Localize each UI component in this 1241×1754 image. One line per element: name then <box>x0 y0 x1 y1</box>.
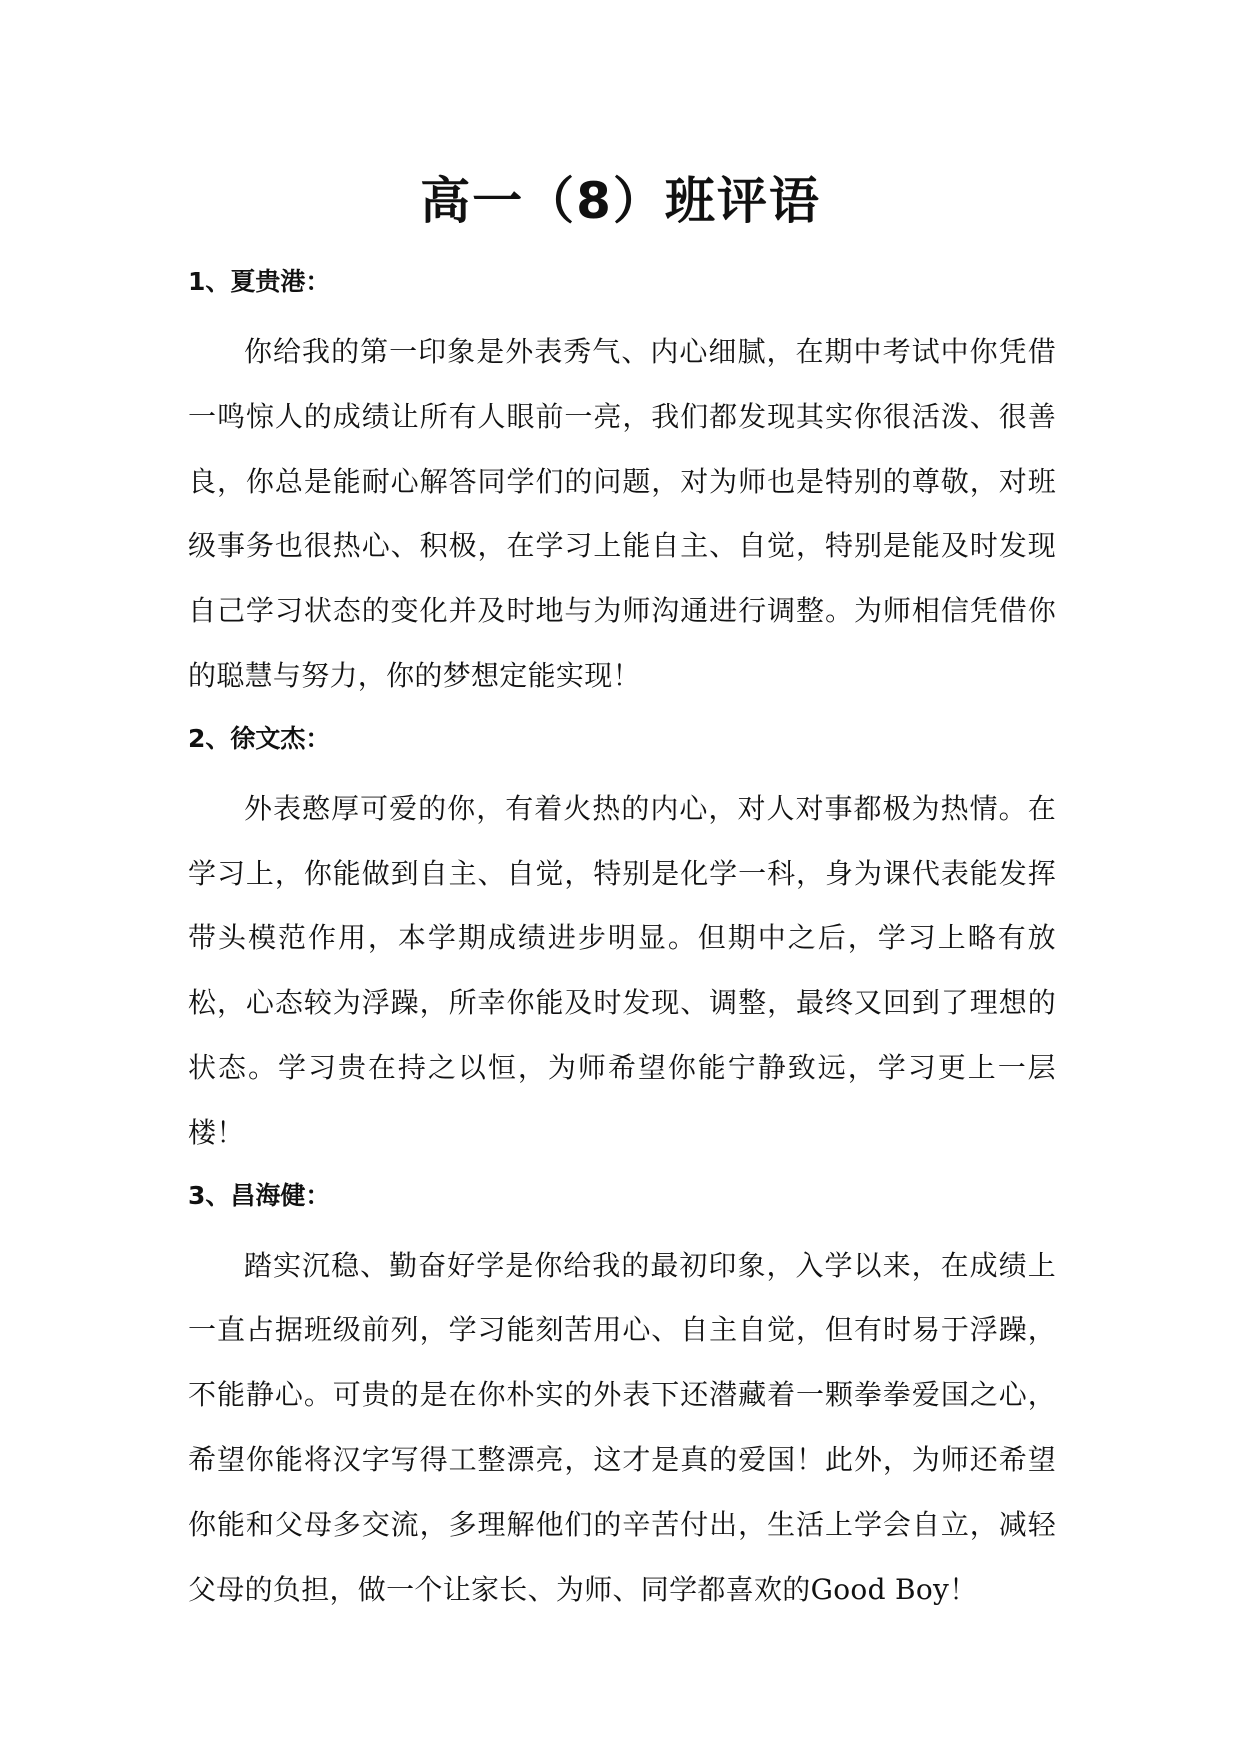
comment-text: 踏实沉稳、勤奋好学是你给我的最初印象，入学以来，在成绩上一直占据班级前列，学习能刻苦用心、自主自觉，但有时易于浮躁，不能静心。可贵的是在你朴实的外表下还潜藏着一颗拳拳爱国之心，希望你能将汉字写得工整漂亮，这才是真的爱国！此外，为师还希望你能和父母多交流，多理解他们的辛苦付出，生活上学会自立，减轻父母的负担，做一个让家长、为师、同学都喜欢的Good Boy！ <box>188 1248 1056 1606</box>
page-title: 高一（8）班评语 <box>420 172 821 230</box>
comment-entry-2 <box>188 715 1056 1166</box>
comment-text: 你给我的第一印象是外表秀气、内心细腻，在期中考试中你凭借一鸣惊人的成绩让所有人眼前一亮，我们都发现其实你很活泼、很善良，你总是能耐心解答同学们的问题，对为师也是特别的尊敬，对班级事务也很热心、积极，在学习上能自主、自觉，特别是能及时发现自己学习状态的变化并及时地与为师沟通进行调整。为师相信凭借你的聪慧与努力，你的梦想定能实现！ <box>188 335 1056 692</box>
comment-text: 外表憨厚可爱的你，有着火热的内心，对人对事都极为热情。在学习上，你能做到自主、自觉，特别是化学一科，身为课代表能发挥带头模范作用，本学期成绩进步明显。但期中之后，学习上略有放松，心态较为浮躁，所幸你能及时发现、调整，最终又回到了理想的状态。学习贵在持之以恒，为师希望你能宁静致远，学习更上一层楼！ <box>188 791 1056 1149</box>
comment-entry-3 <box>188 1172 1056 1623</box>
student-heading: 2、徐文杰： <box>188 723 331 753</box>
comments-body <box>188 258 1056 1628</box>
comment-entry-1 <box>188 258 1056 709</box>
student-heading: 3、昌海健： <box>188 1180 331 1210</box>
student-heading: 1、夏贵港： <box>188 267 331 296</box>
